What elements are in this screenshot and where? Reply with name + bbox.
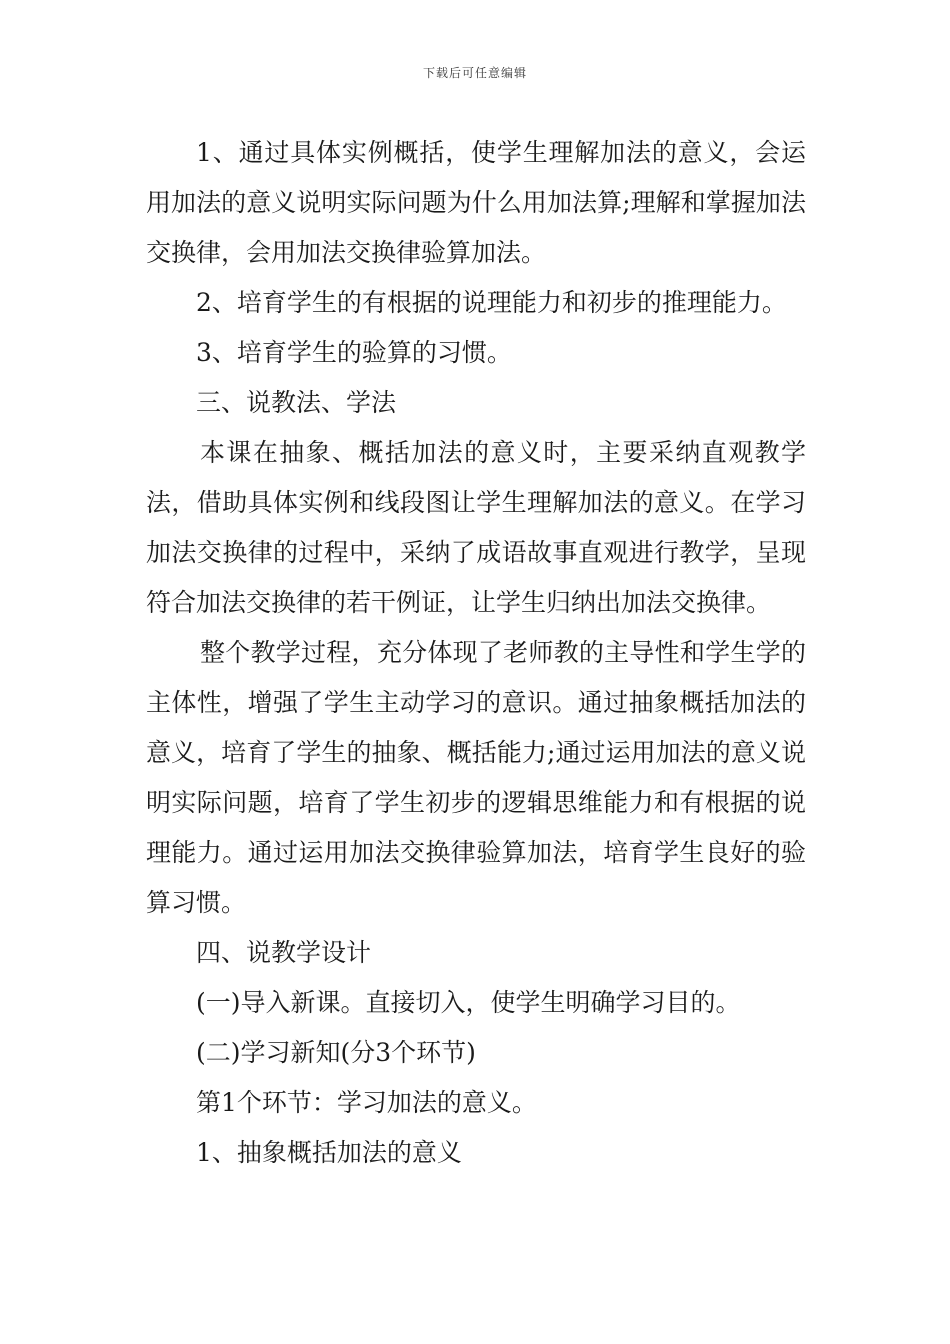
section-heading-methods: 三、说教法、学法 <box>196 388 397 417</box>
objective-3-paragraph: 3、培育学生的验算的习惯。 <box>196 338 512 367</box>
document-body <box>146 128 806 1178</box>
design-step-1: (一)导入新课。直接切入，使学生明确学习目的。 <box>196 988 741 1017</box>
page-header: 下载后可任意编辑 <box>422 66 527 80</box>
objective-2-paragraph: 2、培育学生的有根据的说理能力和初步的推理能力。 <box>196 288 787 317</box>
stage-1-heading: 第1个环节：学习加法的意义。 <box>196 1088 537 1117</box>
objective-1-paragraph: 1、通过具体实例概括，使学生理解加法的意义，会运用加法的意义说明实际问题为什么用加法算;理解和掌握加法交换律，会用加法交换律验算加法。 <box>146 138 806 267</box>
section-heading-design: 四、说教学设计 <box>196 938 372 967</box>
process-paragraph: 整个教学过程，充分体现了老师教的主导性和学生学的主体性，增强了学生主动学习的意识。通过抽象概括加法的意义，培育了学生的抽象、概括能力;通过运用加法的意义说明实际问题，培育了学生初步的逻辑思维能力和有根据的说理能力。通过运用加法交换律验算加法，培育学生良好的验算习惯。 <box>146 638 806 917</box>
methods-paragraph: 本课在抽象、概括加法的意义时，主要采纳直观教学法，借助具体实例和线段图让学生理解加法的意义。在学习加法交换律的过程中，采纳了成语故事直观进行教学，呈现符合加法交换律的若干例证，让学生归纳出加法交换律。 <box>146 438 806 617</box>
stage-1-item-1: 1、抽象概括加法的意义 <box>196 1138 462 1167</box>
design-step-2: (二)学习新知(分3个环节) <box>196 1038 476 1067</box>
